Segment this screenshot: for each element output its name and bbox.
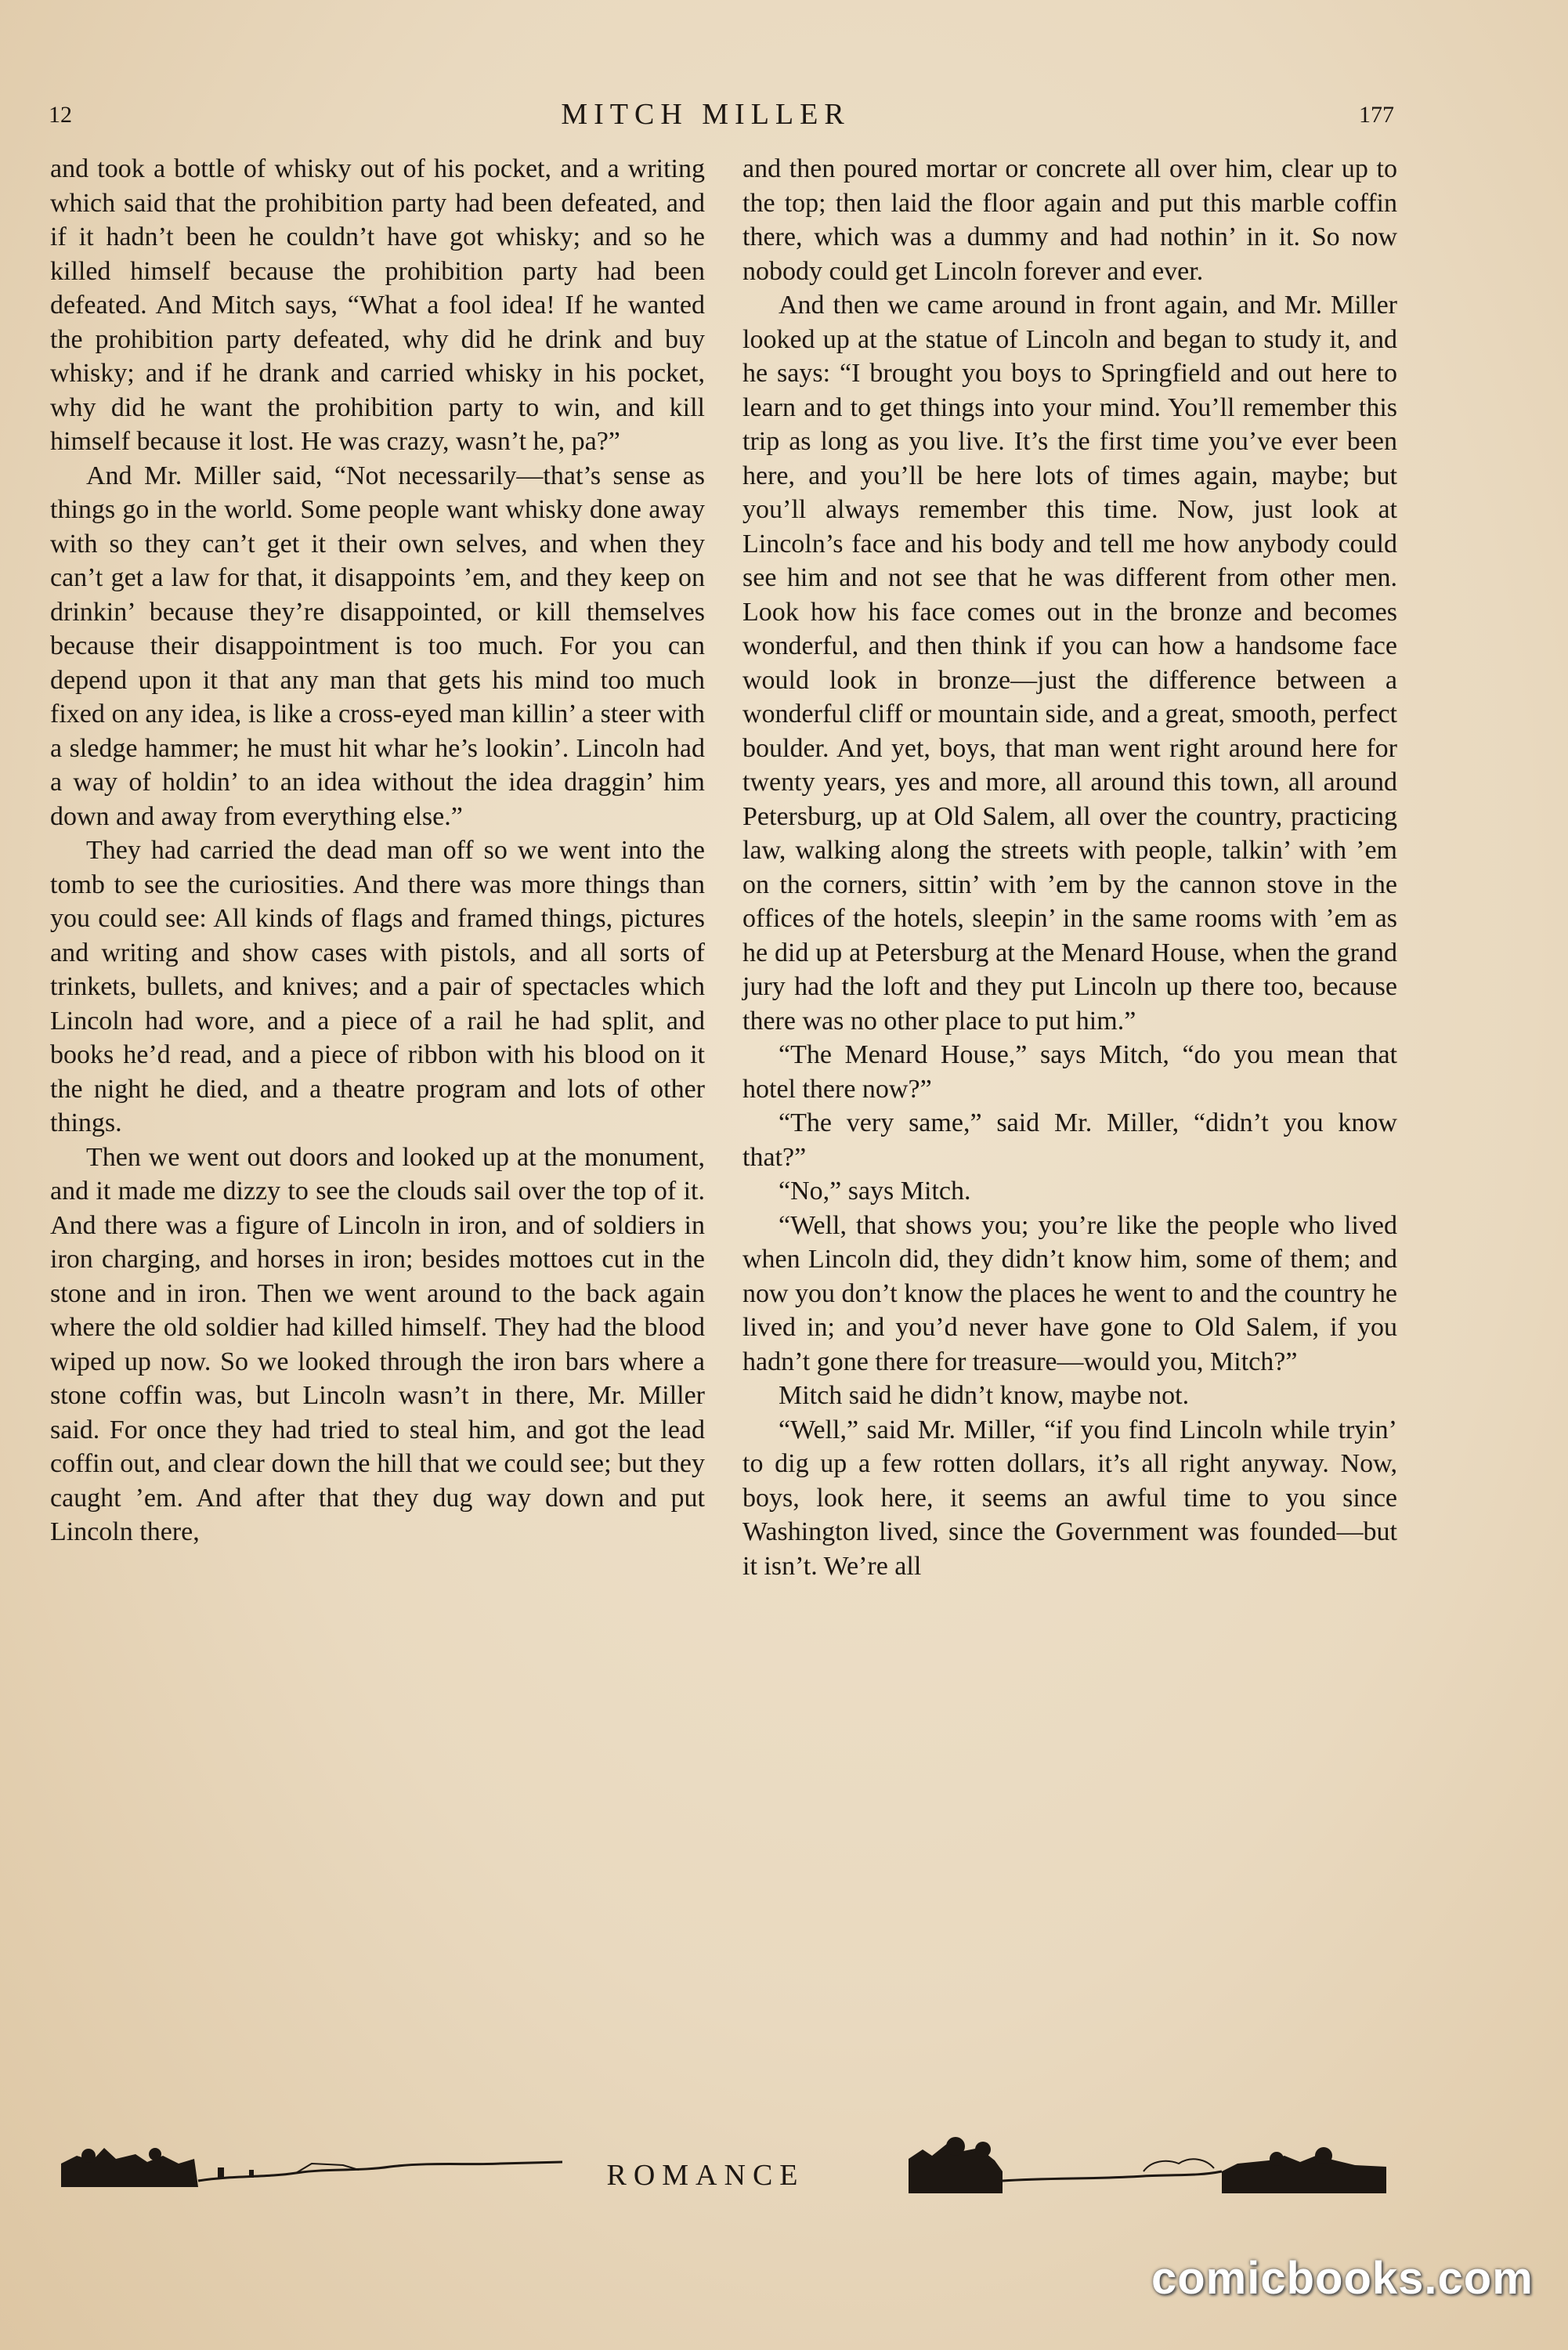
- left-text-column: [50, 152, 705, 2157]
- page-number-right: 177: [1359, 102, 1394, 128]
- paragraph: They had carried the dead man off so we went into the tomb to see the curiosities. And there was more things than you could see: All kinds of flags and framed things, pictures and writing and show cases with pistols, and all sorts of trinkets, bullets, and knives; and a pair of spectacles which Lincoln had wore, and a piece of a rail he had split, and books he’d read, and a piece of ribbon with his blood on it the night he died, and a theatre program and lots of other things.: [50, 836, 705, 1137]
- paragraph: “Well, that shows you; you’re like the people who lived when Lincoln did, they didn’t know him, some of them; and now you don’t know the places he went to and the country he lived in; and you’d never have gone to Old Salem, if you hadn’t gone there for treasure—would you, Mitch?”: [742, 1210, 1397, 1376]
- paragraph: “The very same,” said Mr. Miller, “didn’t you know that?”: [742, 1108, 1397, 1172]
- paragraph: “The Menard House,” says Mitch, “do you mean that hotel there now?”: [742, 1040, 1397, 1104]
- paragraph: “No,” says Mitch.: [779, 1177, 971, 1206]
- right-text-column: [742, 152, 1397, 2157]
- paragraph: and then poured mortar or concrete all over him, clear up to the top; then laid the floor again and put this marble coffin there, which was a dummy and had nothin’ in it. So now nobody could get Lincoln forever and ever.: [742, 154, 1397, 286]
- paragraph: “Well,” said Mr. Miller, “if you find Lincoln while tryin’ to dig up a few rotten dollars, it’s all right anyway. Now, boys, look here, it seems an awful time to you since Washington lived, since the Government was founded—but it isn’t. We’re all: [742, 1415, 1397, 1581]
- paragraph: And then we came around in front again, and Mr. Miller looked up at the statue of Lincoln and began to study it, and he says: “I brought you boys to Springfield and out here to learn and to get things into your mind. You’ll remember this trip as long as you live. It’s the first time you’ve ever been here, and you’ll be here lots of times again, maybe; but you’ll always remember this time. Now, just look at Lincoln’s face and his body and tell me how anybody could see him and not see that he was different from other men. Look how his face comes out in the bronze and becomes wonderful, and then think if you can how a handsome face would look in bronze—just the difference between a wonderful cliff or mountain side, and a great, smooth, perfect boulder. And yet, boys, that man went right around here for twenty years, yes and more, all around this town, all around Petersburg, up at Old Salem, all over the country, practicing law, walking along the streets with people, talkin’ with ’em on the corners, sittin’ with ’em by the cannon stove in the offices of the hotels, sleepin’ in the same rooms with ’em as he did up at Petersburg at the Menard House, when the grand jury had the loft and they put Lincoln up there too, because there was no other place to put him.”: [742, 291, 1397, 1036]
- paragraph: Mitch said he didn’t know, maybe not.: [779, 1381, 1190, 1410]
- paragraph: Then we went out doors and looked up at the monument, and it made me dizzy to see the clouds sail over the top of it. And there was a figure of Lincoln in iron, and of soldiers in iron charging, and horses in iron; besides mottoes cut in the stone and in iron. Then we went around to the back again where the old soldier had killed himself. They had the blood wiped up now. So we looked through the iron bars where a stone coffin was, but Lincoln wasn’t in there, Mr. Miller said. For once they had tried to steal him, and got the lead coffin out, and clear down the hill that we could see; but they caught ’em. And after that they dug way down and put Lincoln there,: [50, 1142, 705, 1546]
- page-number-left: 12: [49, 102, 72, 128]
- paragraph: And Mr. Miller said, “Not necessarily—that’s sense as things go in the world. Some people want whisky done away with so they can’t get it their own selves, and when they can’t get a law for that, it disappoints ’em, and they keep on drinkin’ because they’re disappointed, or kill themselves because their disappointment is too much. For you can depend upon it that any man that gets his mind too much fixed on any idea, is like a cross-eyed man killin’ a steer with a sledge hammer; he must hit whar he’s lookin’. Lincoln had a way of holdin’ to an idea without the idea draggin’ him down and away from everything else.”: [50, 461, 705, 831]
- landscape-ornament-icon: [909, 2132, 1386, 2203]
- footer-title: ROMANCE: [606, 2159, 805, 2192]
- watermark: comicbooks.com: [1151, 2253, 1534, 2304]
- paragraph: and took a bottle of whisky out of his pocket, and a writing which said that the prohibition party had been defeated, and if it hadn’t been he couldn’t have got whisky; and so he killed himself because the prohibition party had been defeated. And Mitch says, “What a fool idea! If he wanted the prohibition party defeated, why did he drink and buy whisky; and if he drank and carried whisky in his pocket, why did he want the prohibition party to win, and kill himself because it lost. He was crazy, wasn’t he, pa?”: [50, 154, 705, 456]
- running-header-title: MITCH MILLER: [561, 98, 851, 131]
